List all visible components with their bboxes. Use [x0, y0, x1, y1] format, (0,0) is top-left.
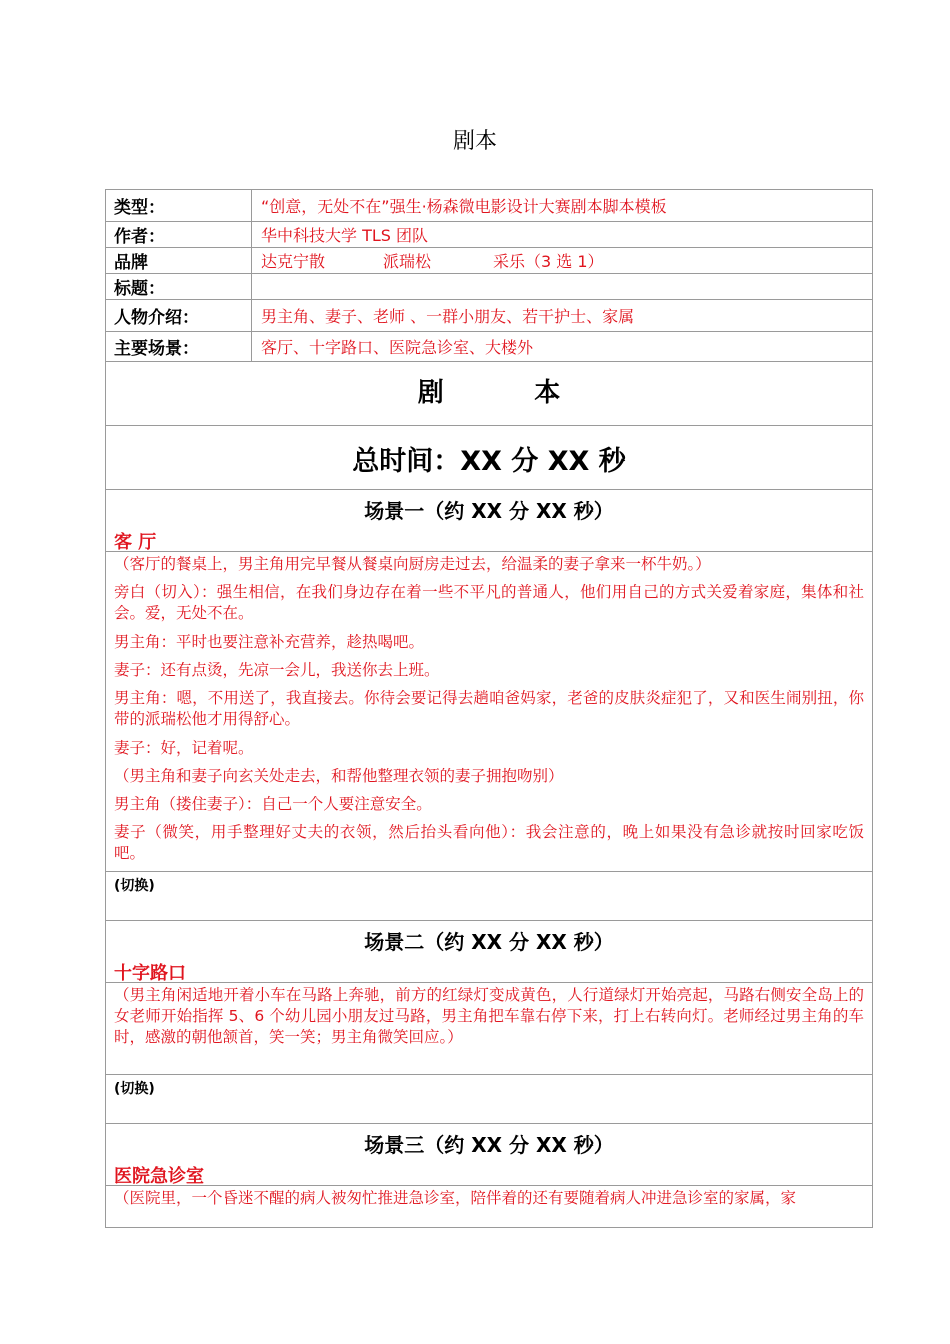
scene-title: 场景一（约 XX 分 XX 秒）: [364, 499, 614, 523]
brand-label: 品牌: [106, 248, 252, 273]
switch-note: (切换): [114, 878, 155, 894]
type-label: 类型：: [106, 190, 252, 221]
row-characters: [106, 300, 872, 332]
author-label: 作者：: [106, 222, 252, 247]
script-heading-cell: [106, 362, 872, 426]
page-title: 剧本: [452, 129, 497, 154]
script-heading: 剧 本: [417, 378, 561, 408]
brand-option: 采乐（3 选 1）: [493, 252, 604, 271]
scene-location: 十字路口: [114, 963, 186, 984]
row-scenes: [106, 332, 872, 362]
scene-3: [106, 1124, 872, 1228]
script-line: 男主角：嗯，不用送了，我直接去。你待会要记得去趟咱爸妈家，老爸的皮肤炎症犯了，又和医生闹别扭，你带的派瑞松他才用得舒心。: [114, 689, 864, 728]
scene-body: [106, 551, 872, 871]
brand-values: [261, 248, 868, 273]
script-line: （男主角和妻子向玄关处走去，和帮他整理衣领的妻子拥抱吻别）: [114, 767, 564, 785]
script-line: （医院里，一个昏迷不醒的病人被匆忙推进急诊室，陪伴着的还有要随着病人冲进急诊室的家属，家: [114, 1189, 797, 1207]
script-table: [105, 189, 873, 1228]
script-line: （男主角闲适地开着小车在马路上奔驰，前方的红绿灯变成黄色，人行道绿灯开始亮起，马路右侧安全岛上的女老师开始指挥 5、6 个幼儿园小朋友过马路，男主角把车靠右停下来，打上右转向灯。老师经过男主角的车时，感激的朝他颔首，笑一笑；男主角微笑回应。）: [114, 986, 864, 1046]
scene-1: [106, 490, 872, 920]
scene-title: 场景三（约 XX 分 XX 秒）: [364, 1133, 614, 1157]
script-line: 男主角：平时也要注意补充营养，趁热喝吧。: [114, 633, 425, 651]
total-time-cell: [106, 426, 872, 490]
script-line: 旁白（切入）：强生相信，在我们身边存在着一些不平凡的普通人，他们用自己的方式关爱着家庭，集体和社会。爱，无处不在。: [114, 583, 864, 622]
switch-cell: [106, 871, 872, 921]
switch-note: (切换): [114, 1081, 155, 1097]
brand-option: 达克宁散: [261, 252, 326, 271]
row-title: [106, 274, 872, 300]
author-value: 华中科技大学 TLS 团队: [261, 226, 429, 245]
title-value: [261, 274, 868, 299]
scenes-value: 客厅、十字路口、医院急诊室、大楼外: [261, 338, 534, 357]
brand-option: 派瑞松: [383, 252, 432, 271]
scene-body: [106, 1185, 872, 1228]
characters-value: 男主角、妻子、老师 、一群小朋友、若干护士、家属: [261, 307, 635, 326]
scene-2: [106, 921, 872, 1124]
scenes-label: 主要场景：: [106, 332, 252, 361]
row-author: [106, 222, 872, 248]
script-line: 妻子（微笑，用手整理好丈夫的衣领，然后抬头看向他）：我会注意的，晚上如果没有急诊就按时回家吃饭吧。: [114, 823, 864, 862]
row-brand: [106, 248, 872, 274]
script-line: （客厅的餐桌上，男主角用完早餐从餐桌向厨房走过去，给温柔的妻子拿来一杯牛奶。）: [114, 555, 711, 573]
script-line: 妻子：还有点烫，先凉一会儿，我送你去上班。: [114, 661, 440, 679]
characters-label: 人物介绍：: [106, 300, 252, 331]
scene-body: [106, 982, 872, 1074]
scene-title: 场景二（约 XX 分 XX 秒）: [364, 930, 614, 954]
type-value: “创意，无处不在”强生·杨森微电影设计大赛剧本脚本模板: [261, 197, 667, 216]
total-time: 总时间：XX 分 XX 秒: [352, 446, 626, 477]
script-line: 妻子：好，记着呢。: [114, 739, 254, 757]
scene-location: 医院急诊室: [114, 1166, 204, 1187]
switch-cell: [106, 1074, 872, 1124]
title-label: 标题：: [106, 274, 252, 299]
scene-location: 客 厅: [114, 532, 157, 553]
script-line: 男主角（搂住妻子）：自己一个人要注意安全。: [114, 795, 432, 813]
row-type: [106, 190, 872, 222]
